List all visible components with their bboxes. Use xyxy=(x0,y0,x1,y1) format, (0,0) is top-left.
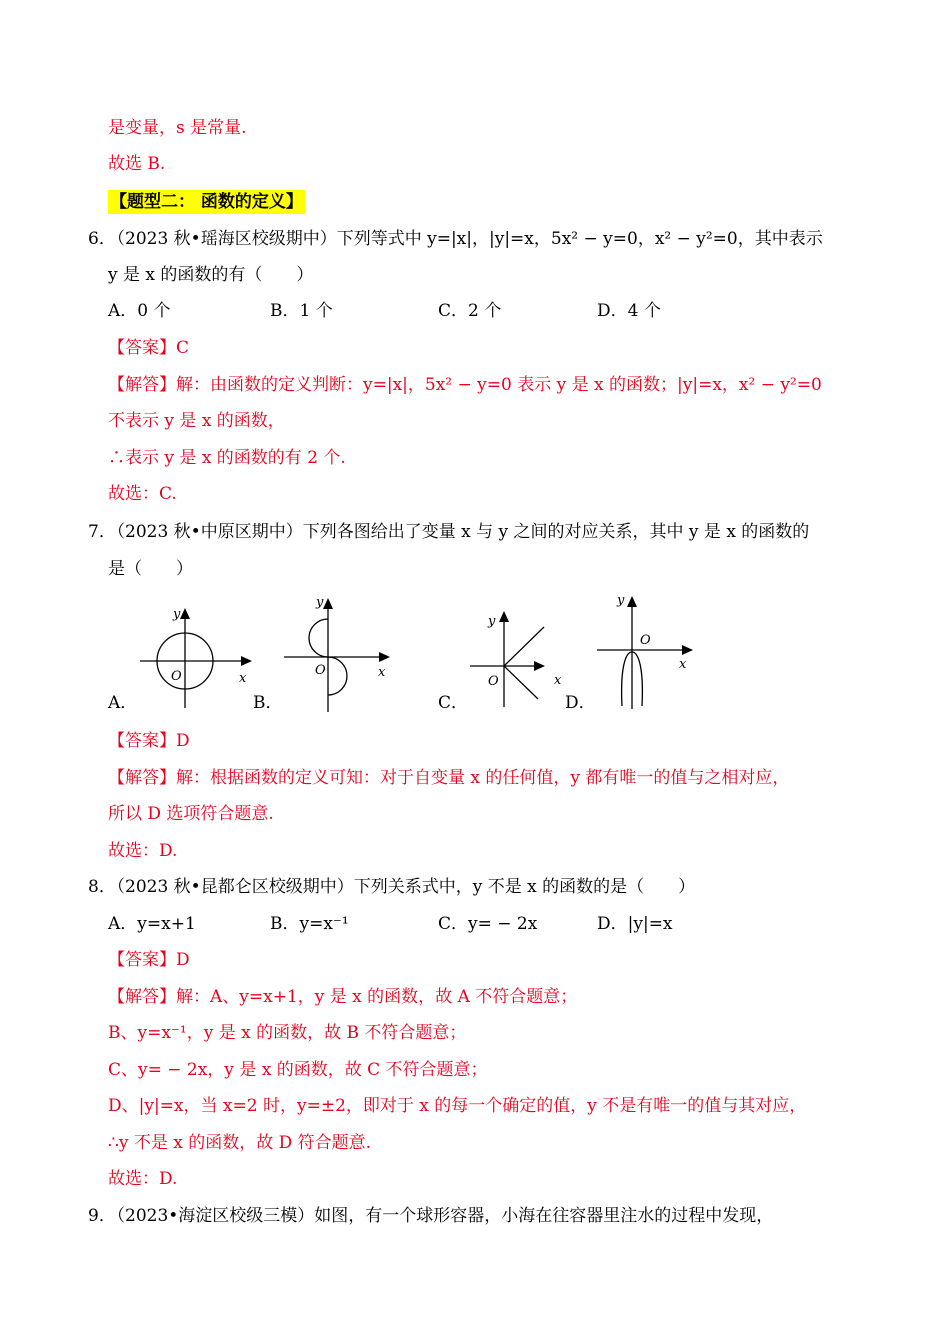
q7-a-y-label: y xyxy=(173,607,181,622)
q7-option-b: B． xyxy=(253,693,283,713)
q8-option-b: B．y=x⁻¹ xyxy=(270,914,349,934)
q7-stem: （2023 秋•中原区期中）下列各图给出了变量 x 与 y 之间的对应关系，其中 y 是 x 的函数的 xyxy=(108,522,810,542)
q6-option-d: D．4 个 xyxy=(597,301,661,321)
q7-b-x-label: x xyxy=(378,665,386,680)
q7-c-x-label: x xyxy=(554,673,562,688)
q7-a-x-label: x xyxy=(239,671,247,686)
q8-number: 8． xyxy=(88,877,116,897)
q7-d-y-label: y xyxy=(617,593,625,608)
q7-a-origin: O xyxy=(171,669,182,684)
q8-option-a: A．y=x+1 xyxy=(108,914,196,934)
q6-option-c: C．2 个 xyxy=(438,301,502,321)
q8-solution-1: 【解答】解：A、y=x+1，y 是 x 的函数，故 A 不符合题意； xyxy=(108,987,578,1007)
q7-graph-b xyxy=(282,590,397,715)
q7-d-x-label: x xyxy=(679,657,687,672)
q8-answer: 【答案】D xyxy=(108,950,190,970)
q6-solution-1: 【解答】解：由函数的定义判断：y=|x|，5x² − y=0 表示 y 是 x 的函数；|y|=x，x² − y²=0 xyxy=(108,375,822,395)
q7-number: 7． xyxy=(88,522,116,542)
q7-option-d: D． xyxy=(565,693,596,713)
q6-stem-cont: y 是 x 的函数的有（ ） xyxy=(108,265,314,285)
q6-solution-4: 故选：C. xyxy=(108,484,177,504)
q7-answer: 【答案】D xyxy=(108,731,190,751)
q8-stem: （2023 秋•昆都仑区校级期中）下列关系式中，y 不是 x 的函数的是（ ） xyxy=(108,877,696,897)
q8-solution-3: C、y= − 2x，y 是 x 的函数，故 C 不符合题意； xyxy=(108,1060,488,1080)
q7-c-origin: O xyxy=(488,674,499,689)
q6-number: 6． xyxy=(88,229,116,249)
q7-option-c: C． xyxy=(438,693,469,713)
prev-solution-line: 是变量，s 是常量. xyxy=(108,118,247,138)
q7-c-y-label: y xyxy=(488,614,496,629)
q7-d-origin: O xyxy=(640,633,651,648)
q7-stem-cont: 是（ ） xyxy=(108,559,193,579)
q7-b-origin: O xyxy=(315,663,326,678)
q7-solution-3: 故选：D. xyxy=(108,841,178,861)
q7-b-y-label: y xyxy=(316,595,324,610)
q8-option-d: D．|y|=x xyxy=(597,914,673,934)
prev-solution-choice: 故选 B. xyxy=(108,154,166,174)
q8-solution-2: B、y=x⁻¹，y 是 x 的函数，故 B 不符合题意； xyxy=(108,1023,467,1043)
section-heading: 【题型二： 函数的定义】 xyxy=(110,192,303,212)
q6-solution-2: 不表示 y 是 x 的函数， xyxy=(108,411,285,431)
q7-graph-d xyxy=(595,588,700,713)
q9-stem: （2023•海淀区校级三模）如图，有一个球形容器，小海在往容器里注水的过程中发现， xyxy=(108,1206,774,1226)
q8-solution-6: 故选：D. xyxy=(108,1169,178,1189)
q8-solution-5: ∴y 不是 x 的函数，故 D 符合题意. xyxy=(108,1133,372,1153)
q6-solution-3: ∴表示 y 是 x 的函数的有 2 个. xyxy=(108,448,346,468)
q8-option-c: C．y= − 2x xyxy=(438,914,538,934)
q8-solution-4: D、|y|=x，当 x=2 时，y=±2，即对于 x 的每一个确定的值，y 不是有唯一的值与其对应， xyxy=(108,1096,807,1116)
q7-solution-2: 所以 D 选项符合题意. xyxy=(108,804,274,824)
q6-option-a: A．0 个 xyxy=(108,301,171,321)
q6-answer: 【答案】C xyxy=(108,338,190,358)
q6-option-b: B．1 个 xyxy=(270,301,333,321)
q7-solution-1: 【解答】解：根据函数的定义可知：对于自变量 x 的任何值，y 都有唯一的值与之相对应， xyxy=(108,768,790,788)
q6-stem: （2023 秋•瑶海区校级期中）下列等式中 y=|x|，|y|=x，5x² − y=0，x² − y²=0，其中表示 xyxy=(108,229,823,249)
q9-number: 9． xyxy=(88,1206,116,1226)
q7-graph-a xyxy=(135,605,255,710)
q7-option-a: A． xyxy=(108,693,138,713)
q7-graph-c xyxy=(468,605,573,710)
